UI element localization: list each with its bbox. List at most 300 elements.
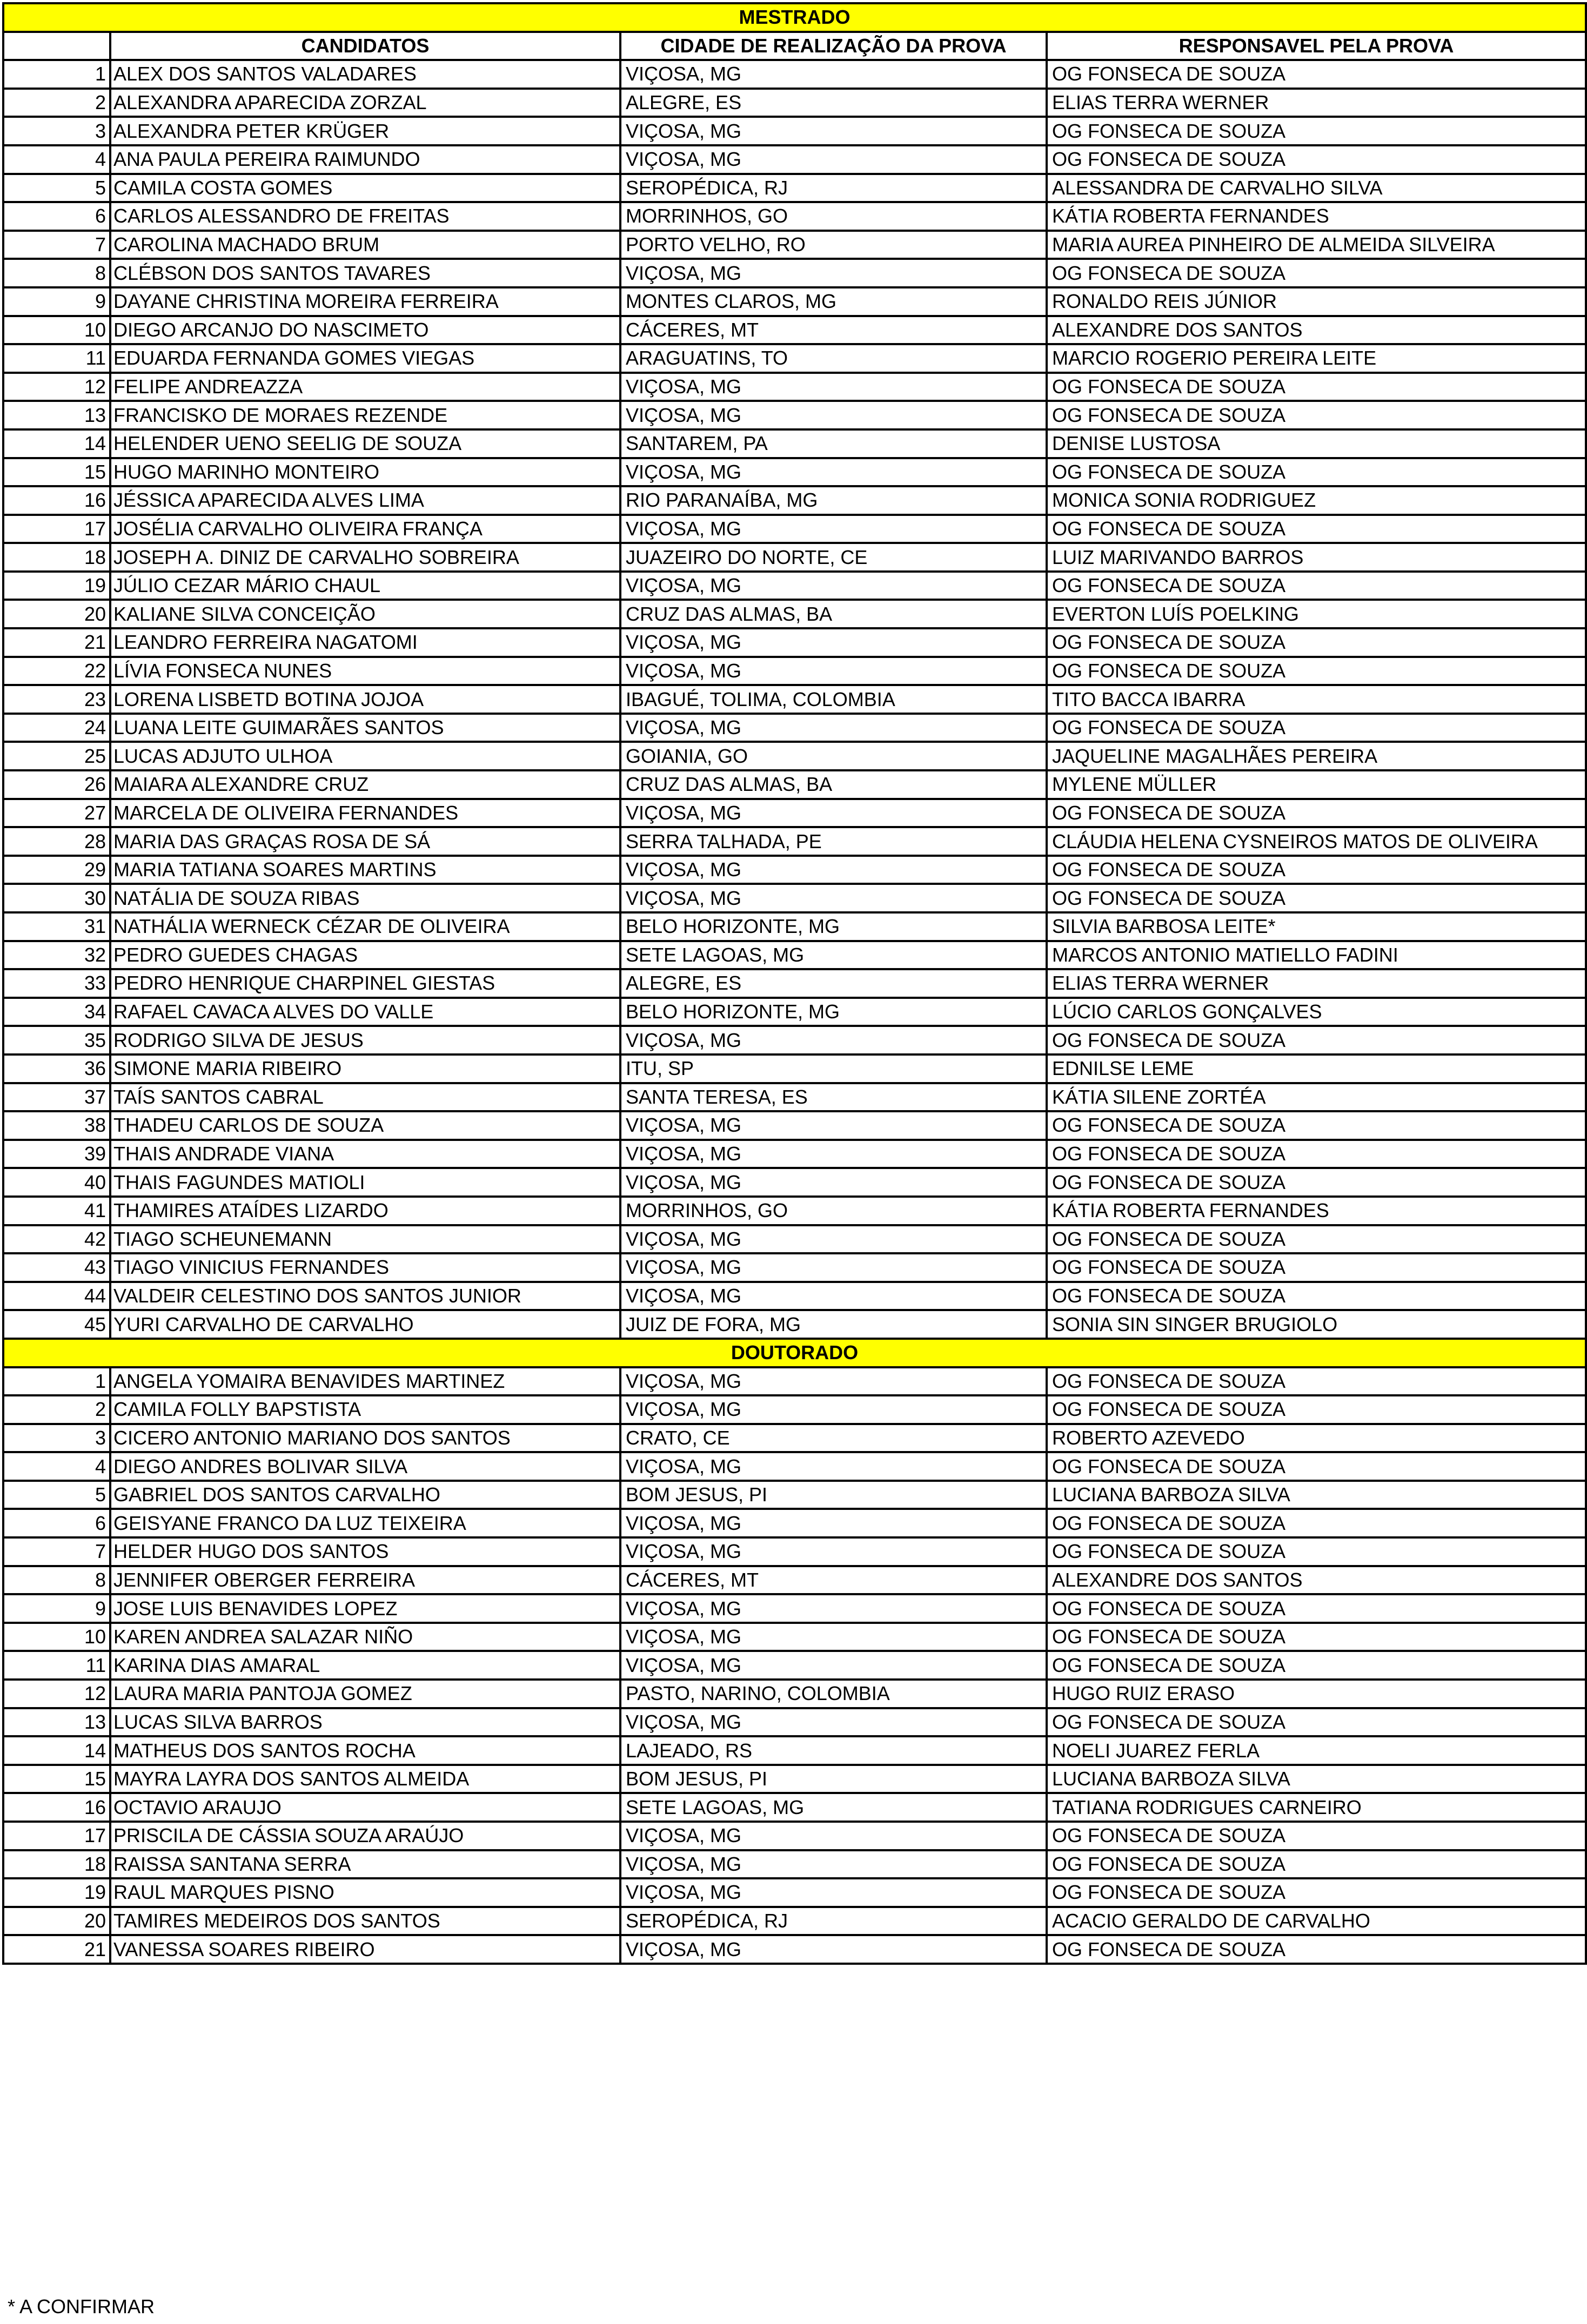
exam-city-cell[interactable]: SANTAREM, PA bbox=[620, 429, 1047, 458]
table-row bbox=[3, 231, 1586, 259]
responsible-cell[interactable]: OG FONSECA DE SOUZA bbox=[1047, 1395, 1586, 1424]
responsible-cell[interactable]: OG FONSECA DE SOUZA bbox=[1047, 117, 1586, 145]
section-title[interactable]: DOUTORADO bbox=[3, 1339, 1586, 1367]
candidate-name-cell[interactable]: THAMIRES ATAÍDES LIZARDO bbox=[110, 1197, 620, 1225]
exam-city-cell[interactable]: VIÇOSA, MG bbox=[620, 884, 1047, 912]
candidate-name-cell[interactable]: HUGO MARINHO MONTEIRO bbox=[110, 458, 620, 487]
table-row bbox=[3, 856, 1586, 884]
candidate-name-cell[interactable]: JÉSSICA APARECIDA ALVES LIMA bbox=[110, 486, 620, 515]
candidate-name-cell[interactable]: MARIA DAS GRAÇAS ROSA DE SÁ bbox=[110, 827, 620, 856]
row-number-cell[interactable]: 23 bbox=[3, 685, 110, 714]
row-number-cell[interactable]: 7 bbox=[3, 231, 110, 259]
responsible-cell[interactable]: OG FONSECA DE SOUZA bbox=[1047, 572, 1586, 600]
candidate-name-cell[interactable]: RAFAEL CAVACA ALVES DO VALLE bbox=[110, 998, 620, 1026]
responsible-cell[interactable]: OG FONSECA DE SOUZA bbox=[1047, 657, 1586, 686]
row-number-cell[interactable]: 25 bbox=[3, 742, 110, 770]
responsible-cell[interactable]: OG FONSECA DE SOUZA bbox=[1047, 1878, 1586, 1907]
candidate-name-cell[interactable]: JOSE LUIS BENAVIDES LOPEZ bbox=[110, 1594, 620, 1623]
candidate-name-cell[interactable]: DIEGO ANDRES BOLIVAR SILVA bbox=[110, 1452, 620, 1481]
exam-city-cell[interactable]: BELO HORIZONTE, MG bbox=[620, 912, 1047, 941]
responsible-cell[interactable]: DENISE LUSTOSA bbox=[1047, 429, 1586, 458]
row-number-cell[interactable]: 16 bbox=[3, 1793, 110, 1822]
exam-city-cell[interactable]: VIÇOSA, MG bbox=[620, 458, 1047, 487]
responsible-cell[interactable]: LUCIANA BARBOZA SILVA bbox=[1047, 1481, 1586, 1509]
candidate-name-cell[interactable]: YURI CARVALHO DE CARVALHO bbox=[110, 1310, 620, 1339]
candidate-name-cell[interactable]: RAISSA SANTANA SERRA bbox=[110, 1850, 620, 1879]
row-number-cell[interactable]: 15 bbox=[3, 458, 110, 487]
responsible-cell[interactable]: OG FONSECA DE SOUZA bbox=[1047, 1935, 1586, 1964]
exam-city-cell[interactable]: VIÇOSA, MG bbox=[620, 1623, 1047, 1651]
row-number-cell[interactable]: 42 bbox=[3, 1225, 110, 1254]
exam-city-cell[interactable]: VIÇOSA, MG bbox=[620, 401, 1047, 429]
candidate-name-cell[interactable]: TAÍS SANTOS CABRAL bbox=[110, 1083, 620, 1112]
candidate-name-cell[interactable]: TIAGO SCHEUNEMANN bbox=[110, 1225, 620, 1254]
exam-city-cell[interactable]: JUAZEIRO DO NORTE, CE bbox=[620, 543, 1047, 572]
exam-city-cell[interactable]: SEROPÉDICA, RJ bbox=[620, 1907, 1047, 1936]
table-row bbox=[3, 60, 1586, 89]
exam-city-cell[interactable]: VIÇOSA, MG bbox=[620, 515, 1047, 543]
responsible-cell[interactable]: OG FONSECA DE SOUZA bbox=[1047, 458, 1586, 487]
candidate-name-cell[interactable]: CLÉBSON DOS SANTOS TAVARES bbox=[110, 259, 620, 287]
responsible-cell[interactable]: OG FONSECA DE SOUZA bbox=[1047, 856, 1586, 884]
responsible-cell[interactable]: EVERTON LUÍS POELKING bbox=[1047, 600, 1586, 628]
exam-city-cell[interactable]: VIÇOSA, MG bbox=[620, 657, 1047, 686]
exam-city-cell[interactable]: VIÇOSA, MG bbox=[620, 1225, 1047, 1254]
responsible-cell[interactable]: ALESSANDRA DE CARVALHO SILVA bbox=[1047, 174, 1586, 203]
candidate-name-cell[interactable]: LUCAS SILVA BARROS bbox=[110, 1708, 620, 1737]
row-number-cell[interactable]: 41 bbox=[3, 1197, 110, 1225]
responsible-cell[interactable]: TITO BACCA IBARRA bbox=[1047, 685, 1586, 714]
exam-city-cell[interactable]: SEROPÉDICA, RJ bbox=[620, 174, 1047, 203]
table-row bbox=[3, 714, 1586, 742]
candidate-name-cell[interactable]: THAIS FAGUNDES MATIOLI bbox=[110, 1168, 620, 1197]
candidate-name-cell[interactable]: PEDRO GUEDES CHAGAS bbox=[110, 941, 620, 970]
table-row bbox=[3, 1680, 1586, 1708]
responsible-cell[interactable]: EDNILSE LEME bbox=[1047, 1054, 1586, 1083]
row-number-cell[interactable]: 38 bbox=[3, 1111, 110, 1140]
row-number-cell[interactable]: 17 bbox=[3, 1822, 110, 1850]
responsible-cell[interactable]: OG FONSECA DE SOUZA bbox=[1047, 60, 1586, 89]
table-row bbox=[3, 572, 1586, 600]
responsible-cell[interactable]: OG FONSECA DE SOUZA bbox=[1047, 259, 1586, 287]
responsible-cell[interactable]: OG FONSECA DE SOUZA bbox=[1047, 145, 1586, 174]
exam-city-cell[interactable]: VIÇOSA, MG bbox=[620, 1452, 1047, 1481]
footnote: * A CONFIRMAR bbox=[8, 2295, 155, 2318]
responsible-cell[interactable]: OG FONSECA DE SOUZA bbox=[1047, 1367, 1586, 1396]
table-row bbox=[3, 145, 1586, 174]
exam-city-cell[interactable]: VIÇOSA, MG bbox=[620, 1935, 1047, 1964]
row-number-cell[interactable]: 18 bbox=[3, 543, 110, 572]
exam-city-cell[interactable]: VIÇOSA, MG bbox=[620, 117, 1047, 145]
candidate-name-cell[interactable]: JÚLIO CEZAR MÁRIO CHAUL bbox=[110, 572, 620, 600]
responsible-cell[interactable]: OG FONSECA DE SOUZA bbox=[1047, 1253, 1586, 1282]
candidate-name-cell[interactable]: VALDEIR CELESTINO DOS SANTOS JUNIOR bbox=[110, 1282, 620, 1311]
exam-city-cell[interactable]: JUIZ DE FORA, MG bbox=[620, 1310, 1047, 1339]
responsible-cell[interactable]: MARIA AUREA PINHEIRO DE ALMEIDA SILVEIRA bbox=[1047, 231, 1586, 259]
exam-city-cell[interactable]: VIÇOSA, MG bbox=[620, 1395, 1047, 1424]
candidate-name-cell[interactable]: MARCELA DE OLIVEIRA FERNANDES bbox=[110, 799, 620, 828]
candidate-name-cell[interactable]: FELIPE ANDREAZZA bbox=[110, 373, 620, 401]
candidate-name-cell[interactable]: MAIARA ALEXANDRE CRUZ bbox=[110, 770, 620, 799]
row-number-cell[interactable]: 26 bbox=[3, 770, 110, 799]
row-number-cell[interactable]: 1 bbox=[3, 60, 110, 89]
responsible-cell[interactable]: OG FONSECA DE SOUZA bbox=[1047, 1651, 1586, 1680]
candidate-name-cell[interactable]: JOSEPH A. DINIZ DE CARVALHO SOBREIRA bbox=[110, 543, 620, 572]
row-number-cell[interactable]: 34 bbox=[3, 998, 110, 1026]
candidate-name-cell[interactable]: JOSÉLIA CARVALHO OLIVEIRA FRANÇA bbox=[110, 515, 620, 543]
table-row bbox=[3, 1253, 1586, 1282]
table-row bbox=[3, 742, 1586, 770]
candidate-name-cell[interactable]: FRANCISKO DE MORAES REZENDE bbox=[110, 401, 620, 429]
row-number-cell[interactable]: 5 bbox=[3, 174, 110, 203]
candidate-name-cell[interactable]: TAMIRES MEDEIROS DOS SANTOS bbox=[110, 1907, 620, 1936]
row-number-cell[interactable]: 37 bbox=[3, 1083, 110, 1112]
responsible-cell[interactable]: MONICA SONIA RODRIGUEZ bbox=[1047, 486, 1586, 515]
candidate-name-cell[interactable]: HELDER HUGO DOS SANTOS bbox=[110, 1537, 620, 1566]
responsible-cell[interactable]: ALEXANDRE DOS SANTOS bbox=[1047, 1566, 1586, 1595]
candidate-name-cell[interactable]: ALEX DOS SANTOS VALADARES bbox=[110, 60, 620, 89]
exam-city-cell[interactable]: IBAGUÉ, TOLIMA, COLOMBIA bbox=[620, 685, 1047, 714]
row-number-cell[interactable]: 36 bbox=[3, 1054, 110, 1083]
exam-city-cell[interactable]: SANTA TERESA, ES bbox=[620, 1083, 1047, 1112]
responsible-cell[interactable]: OG FONSECA DE SOUZA bbox=[1047, 1168, 1586, 1197]
responsible-cell[interactable]: MYLENE MÜLLER bbox=[1047, 770, 1586, 799]
exam-city-cell[interactable]: VIÇOSA, MG bbox=[620, 856, 1047, 884]
exam-city-cell[interactable]: VIÇOSA, MG bbox=[620, 373, 1047, 401]
exam-city-cell[interactable]: CRATO, CE bbox=[620, 1424, 1047, 1453]
row-number-cell[interactable]: 8 bbox=[3, 259, 110, 287]
row-number-cell[interactable]: 24 bbox=[3, 714, 110, 742]
responsible-cell[interactable]: ELIAS TERRA WERNER bbox=[1047, 969, 1586, 998]
exam-city-cell[interactable]: VIÇOSA, MG bbox=[620, 1651, 1047, 1680]
responsible-cell[interactable]: OG FONSECA DE SOUZA bbox=[1047, 1822, 1586, 1850]
candidate-name-cell[interactable]: HELENDER UENO SEELIG DE SOUZA bbox=[110, 429, 620, 458]
exam-city-cell[interactable]: SETE LAGOAS, MG bbox=[620, 1793, 1047, 1822]
responsible-cell[interactable]: OG FONSECA DE SOUZA bbox=[1047, 1140, 1586, 1168]
table-row bbox=[3, 1822, 1586, 1850]
exam-city-cell[interactable]: ARAGUATINS, TO bbox=[620, 344, 1047, 373]
exam-city-cell[interactable]: VIÇOSA, MG bbox=[620, 1537, 1047, 1566]
exam-city-cell[interactable]: CRUZ DAS ALMAS, BA bbox=[620, 770, 1047, 799]
candidate-name-cell[interactable]: CARLOS ALESSANDRO DE FREITAS bbox=[110, 202, 620, 231]
row-number-cell[interactable]: 16 bbox=[3, 486, 110, 515]
candidate-name-cell[interactable]: LAURA MARIA PANTOJA GOMEZ bbox=[110, 1680, 620, 1708]
candidate-name-cell[interactable]: EDUARDA FERNANDA GOMES VIEGAS bbox=[110, 344, 620, 373]
row-number-cell[interactable]: 3 bbox=[3, 1424, 110, 1453]
responsible-cell[interactable]: OG FONSECA DE SOUZA bbox=[1047, 628, 1586, 657]
exam-city-cell[interactable]: VIÇOSA, MG bbox=[620, 1168, 1047, 1197]
responsible-cell[interactable]: ELIAS TERRA WERNER bbox=[1047, 89, 1586, 117]
exam-city-cell[interactable]: MORRINHOS, GO bbox=[620, 202, 1047, 231]
responsible-cell[interactable]: OG FONSECA DE SOUZA bbox=[1047, 1594, 1586, 1623]
table-row bbox=[3, 1395, 1586, 1424]
candidate-name-cell[interactable]: LORENA LISBETD BOTINA JOJOA bbox=[110, 685, 620, 714]
row-number-cell[interactable]: 7 bbox=[3, 1537, 110, 1566]
row-number-cell[interactable]: 10 bbox=[3, 1623, 110, 1651]
row-number-cell[interactable]: 6 bbox=[3, 202, 110, 231]
column-header-city[interactable]: CIDADE DE REALIZAÇÃO DA PROVA bbox=[620, 32, 1047, 61]
responsible-cell[interactable]: OG FONSECA DE SOUZA bbox=[1047, 1452, 1586, 1481]
row-number-cell[interactable]: 9 bbox=[3, 287, 110, 316]
table-row bbox=[3, 287, 1586, 316]
candidate-name-cell[interactable]: GEISYANE FRANCO DA LUZ TEIXEIRA bbox=[110, 1509, 620, 1537]
exam-city-cell[interactable]: ALEGRE, ES bbox=[620, 969, 1047, 998]
row-number-cell[interactable]: 4 bbox=[3, 145, 110, 174]
exam-city-cell[interactable]: VIÇOSA, MG bbox=[620, 1253, 1047, 1282]
candidate-name-cell[interactable]: MATHEUS DOS SANTOS ROCHA bbox=[110, 1736, 620, 1765]
row-number-cell[interactable]: 44 bbox=[3, 1282, 110, 1311]
candidate-name-cell[interactable]: ALEXANDRA APARECIDA ZORZAL bbox=[110, 89, 620, 117]
exam-city-cell[interactable]: PASTO, NARINO, COLOMBIA bbox=[620, 1680, 1047, 1708]
row-number-cell[interactable]: 6 bbox=[3, 1509, 110, 1537]
candidate-name-cell[interactable]: CAMILA FOLLY BAPSTISTA bbox=[110, 1395, 620, 1424]
column-header-row bbox=[3, 32, 1586, 61]
exam-city-cell[interactable]: GOIANIA, GO bbox=[620, 742, 1047, 770]
exam-city-cell[interactable]: SERRA TALHADA, PE bbox=[620, 827, 1047, 856]
responsible-cell[interactable]: ACACIO GERALDO DE CARVALHO bbox=[1047, 1907, 1586, 1936]
row-number-cell[interactable]: 22 bbox=[3, 657, 110, 686]
exam-city-cell[interactable]: VIÇOSA, MG bbox=[620, 1140, 1047, 1168]
row-number-cell[interactable]: 18 bbox=[3, 1850, 110, 1879]
candidate-name-cell[interactable]: ANA PAULA PEREIRA RAIMUNDO bbox=[110, 145, 620, 174]
responsible-cell[interactable]: ROBERTO AZEVEDO bbox=[1047, 1424, 1586, 1453]
exam-city-cell[interactable]: LAJEADO, RS bbox=[620, 1736, 1047, 1765]
candidate-name-cell[interactable]: RODRIGO SILVA DE JESUS bbox=[110, 1026, 620, 1054]
responsible-cell[interactable]: OG FONSECA DE SOUZA bbox=[1047, 515, 1586, 543]
exam-city-cell[interactable]: VIÇOSA, MG bbox=[620, 1878, 1047, 1907]
row-number-cell[interactable]: 2 bbox=[3, 1395, 110, 1424]
responsible-cell[interactable]: OG FONSECA DE SOUZA bbox=[1047, 1537, 1586, 1566]
responsible-cell[interactable]: LUCIANA BARBOZA SILVA bbox=[1047, 1765, 1586, 1794]
table-row bbox=[3, 685, 1586, 714]
row-number-cell[interactable]: 14 bbox=[3, 429, 110, 458]
responsible-cell[interactable]: OG FONSECA DE SOUZA bbox=[1047, 1026, 1586, 1054]
table-row bbox=[3, 429, 1586, 458]
table-row bbox=[3, 316, 1586, 345]
exam-city-cell[interactable]: VIÇOSA, MG bbox=[620, 1282, 1047, 1311]
exam-city-cell[interactable]: PORTO VELHO, RO bbox=[620, 231, 1047, 259]
column-header-number[interactable] bbox=[3, 32, 110, 61]
responsible-cell[interactable]: RONALDO REIS JÚNIOR bbox=[1047, 287, 1586, 316]
responsible-cell[interactable]: LÚCIO CARLOS GONÇALVES bbox=[1047, 998, 1586, 1026]
candidate-name-cell[interactable]: JENNIFER OBERGER FERREIRA bbox=[110, 1566, 620, 1595]
candidate-name-cell[interactable]: TIAGO VINICIUS FERNANDES bbox=[110, 1253, 620, 1282]
responsible-cell[interactable]: CLÁUDIA HELENA CYSNEIROS MATOS DE OLIVEIRA bbox=[1047, 827, 1586, 856]
candidate-name-cell[interactable]: MAYRA LAYRA DOS SANTOS ALMEIDA bbox=[110, 1765, 620, 1794]
candidate-name-cell[interactable]: CAMILA COSTA GOMES bbox=[110, 174, 620, 203]
row-number-cell[interactable]: 9 bbox=[3, 1594, 110, 1623]
exam-city-cell[interactable]: CRUZ DAS ALMAS, BA bbox=[620, 600, 1047, 628]
row-number-cell[interactable]: 21 bbox=[3, 1935, 110, 1964]
table-row bbox=[3, 1708, 1586, 1737]
candidate-name-cell[interactable]: DAYANE CHRISTINA MOREIRA FERREIRA bbox=[110, 287, 620, 316]
exam-city-cell[interactable]: VIÇOSA, MG bbox=[620, 1026, 1047, 1054]
row-number-cell[interactable]: 28 bbox=[3, 827, 110, 856]
candidate-name-cell[interactable]: THADEU CARLOS DE SOUZA bbox=[110, 1111, 620, 1140]
responsible-cell[interactable]: SILVIA BARBOSA LEITE* bbox=[1047, 912, 1586, 941]
candidate-name-cell[interactable]: KALIANE SILVA CONCEIÇÃO bbox=[110, 600, 620, 628]
row-number-cell[interactable]: 5 bbox=[3, 1481, 110, 1509]
row-number-cell[interactable]: 39 bbox=[3, 1140, 110, 1168]
candidate-name-cell[interactable]: CICERO ANTONIO MARIANO DOS SANTOS bbox=[110, 1424, 620, 1453]
candidate-name-cell[interactable]: NATÁLIA DE SOUZA RIBAS bbox=[110, 884, 620, 912]
responsible-cell[interactable]: OG FONSECA DE SOUZA bbox=[1047, 373, 1586, 401]
row-number-cell[interactable]: 1 bbox=[3, 1367, 110, 1396]
exam-city-cell[interactable]: VIÇOSA, MG bbox=[620, 799, 1047, 828]
responsible-cell[interactable]: KÁTIA ROBERTA FERNANDES bbox=[1047, 202, 1586, 231]
candidate-name-cell[interactable]: VANESSA SOARES RIBEIRO bbox=[110, 1935, 620, 1964]
exam-city-cell[interactable]: MORRINHOS, GO bbox=[620, 1197, 1047, 1225]
row-number-cell[interactable]: 32 bbox=[3, 941, 110, 970]
exam-city-cell[interactable]: VIÇOSA, MG bbox=[620, 714, 1047, 742]
candidate-name-cell[interactable]: SIMONE MARIA RIBEIRO bbox=[110, 1054, 620, 1083]
responsible-cell[interactable]: SONIA SIN SINGER BRUGIOLO bbox=[1047, 1310, 1586, 1339]
row-number-cell[interactable]: 12 bbox=[3, 373, 110, 401]
responsible-cell[interactable]: OG FONSECA DE SOUZA bbox=[1047, 884, 1586, 912]
responsible-cell[interactable]: OG FONSECA DE SOUZA bbox=[1047, 1225, 1586, 1254]
row-number-cell[interactable]: 12 bbox=[3, 1680, 110, 1708]
exam-city-cell[interactable]: VIÇOSA, MG bbox=[620, 145, 1047, 174]
candidate-name-cell[interactable]: RAUL MARQUES PISNO bbox=[110, 1878, 620, 1907]
table-row bbox=[3, 1140, 1586, 1168]
row-number-cell[interactable]: 27 bbox=[3, 799, 110, 828]
candidate-name-cell[interactable]: THAIS ANDRADE VIANA bbox=[110, 1140, 620, 1168]
responsible-cell[interactable]: LUIZ MARIVANDO BARROS bbox=[1047, 543, 1586, 572]
row-number-cell[interactable]: 15 bbox=[3, 1765, 110, 1794]
exam-city-cell[interactable]: BOM JESUS, PI bbox=[620, 1765, 1047, 1794]
row-number-cell[interactable]: 21 bbox=[3, 628, 110, 657]
responsible-cell[interactable]: HUGO RUIZ ERASO bbox=[1047, 1680, 1586, 1708]
row-number-cell[interactable]: 2 bbox=[3, 89, 110, 117]
row-number-cell[interactable]: 4 bbox=[3, 1452, 110, 1481]
exam-city-cell[interactable]: BELO HORIZONTE, MG bbox=[620, 998, 1047, 1026]
candidate-name-cell[interactable]: OCTAVIO ARAUJO bbox=[110, 1793, 620, 1822]
row-number-cell[interactable]: 40 bbox=[3, 1168, 110, 1197]
table-row bbox=[3, 1850, 1586, 1879]
exam-city-cell[interactable]: VIÇOSA, MG bbox=[620, 1111, 1047, 1140]
exam-city-cell[interactable]: VIÇOSA, MG bbox=[620, 1822, 1047, 1850]
exam-city-cell[interactable]: ITU, SP bbox=[620, 1054, 1047, 1083]
exam-city-cell[interactable]: RIO PARANAÍBA, MG bbox=[620, 486, 1047, 515]
candidate-name-cell[interactable]: MARIA TATIANA SOARES MARTINS bbox=[110, 856, 620, 884]
row-number-cell[interactable]: 20 bbox=[3, 600, 110, 628]
candidate-name-cell[interactable]: KARINA DIAS AMARAL bbox=[110, 1651, 620, 1680]
table-row bbox=[3, 1197, 1586, 1225]
exam-city-cell[interactable]: VIÇOSA, MG bbox=[620, 259, 1047, 287]
candidates-table bbox=[2, 2, 1587, 1965]
candidate-name-cell[interactable]: LÍVIA FONSECA NUNES bbox=[110, 657, 620, 686]
responsible-cell[interactable]: KÁTIA SILENE ZORTÉA bbox=[1047, 1083, 1586, 1112]
row-number-cell[interactable]: 29 bbox=[3, 856, 110, 884]
responsible-cell[interactable]: OG FONSECA DE SOUZA bbox=[1047, 1509, 1586, 1537]
responsible-cell[interactable]: OG FONSECA DE SOUZA bbox=[1047, 1111, 1586, 1140]
table-row bbox=[3, 259, 1586, 287]
table-row bbox=[3, 1367, 1586, 1396]
row-number-cell[interactable]: 35 bbox=[3, 1026, 110, 1054]
row-number-cell[interactable]: 45 bbox=[3, 1310, 110, 1339]
exam-city-cell[interactable]: CÁCERES, MT bbox=[620, 316, 1047, 345]
candidate-name-cell[interactable]: DIEGO ARCANJO DO NASCIMETO bbox=[110, 316, 620, 345]
responsible-cell[interactable]: JAQUELINE MAGALHÃES PEREIRA bbox=[1047, 742, 1586, 770]
candidate-name-cell[interactable]: LUCAS ADJUTO ULHOA bbox=[110, 742, 620, 770]
row-number-cell[interactable]: 13 bbox=[3, 1708, 110, 1737]
candidate-name-cell[interactable]: LUANA LEITE GUIMARÃES SANTOS bbox=[110, 714, 620, 742]
table-row bbox=[3, 1481, 1586, 1509]
row-number-cell[interactable]: 11 bbox=[3, 344, 110, 373]
responsible-cell[interactable]: OG FONSECA DE SOUZA bbox=[1047, 1282, 1586, 1311]
exam-city-cell[interactable]: VIÇOSA, MG bbox=[620, 60, 1047, 89]
exam-city-cell[interactable]: VIÇOSA, MG bbox=[620, 1594, 1047, 1623]
responsible-cell[interactable]: ALEXANDRE DOS SANTOS bbox=[1047, 316, 1586, 345]
exam-city-cell[interactable]: ALEGRE, ES bbox=[620, 89, 1047, 117]
row-number-cell[interactable]: 31 bbox=[3, 912, 110, 941]
row-number-cell[interactable]: 14 bbox=[3, 1736, 110, 1765]
exam-city-cell[interactable]: VIÇOSA, MG bbox=[620, 1850, 1047, 1879]
responsible-cell[interactable]: OG FONSECA DE SOUZA bbox=[1047, 1623, 1586, 1651]
candidate-name-cell[interactable]: ANGELA YOMAIRA BENAVIDES MARTINEZ bbox=[110, 1367, 620, 1396]
row-number-cell[interactable]: 3 bbox=[3, 117, 110, 145]
responsible-cell[interactable]: TATIANA RODRIGUES CARNEIRO bbox=[1047, 1793, 1586, 1822]
responsible-cell[interactable]: OG FONSECA DE SOUZA bbox=[1047, 714, 1586, 742]
row-number-cell[interactable]: 19 bbox=[3, 572, 110, 600]
row-number-cell[interactable]: 8 bbox=[3, 1566, 110, 1595]
candidate-name-cell[interactable]: PRISCILA DE CÁSSIA SOUZA ARAÚJO bbox=[110, 1822, 620, 1850]
exam-city-cell[interactable]: SETE LAGOAS, MG bbox=[620, 941, 1047, 970]
row-number-cell[interactable]: 13 bbox=[3, 401, 110, 429]
column-header-responsible[interactable]: RESPONSAVEL PELA PROVA bbox=[1047, 32, 1586, 61]
row-number-cell[interactable]: 10 bbox=[3, 316, 110, 345]
section-title[interactable]: MESTRADO bbox=[3, 3, 1586, 32]
exam-city-cell[interactable]: BOM JESUS, PI bbox=[620, 1481, 1047, 1509]
exam-city-cell[interactable]: VIÇOSA, MG bbox=[620, 1708, 1047, 1737]
exam-city-cell[interactable]: VIÇOSA, MG bbox=[620, 1367, 1047, 1396]
candidate-name-cell[interactable]: PEDRO HENRIQUE CHARPINEL GIESTAS bbox=[110, 969, 620, 998]
row-number-cell[interactable]: 19 bbox=[3, 1878, 110, 1907]
exam-city-cell[interactable]: VIÇOSA, MG bbox=[620, 628, 1047, 657]
section-header-row bbox=[3, 3, 1586, 32]
responsible-cell[interactable]: NOELI JUAREZ FERLA bbox=[1047, 1736, 1586, 1765]
responsible-cell[interactable]: MARCOS ANTONIO MATIELLO FADINI bbox=[1047, 941, 1586, 970]
row-number-cell[interactable]: 30 bbox=[3, 884, 110, 912]
responsible-cell[interactable]: OG FONSECA DE SOUZA bbox=[1047, 1850, 1586, 1879]
table-row bbox=[3, 912, 1586, 941]
table-row bbox=[3, 1026, 1586, 1054]
exam-city-cell[interactable]: MONTES CLAROS, MG bbox=[620, 287, 1047, 316]
exam-city-cell[interactable]: VIÇOSA, MG bbox=[620, 572, 1047, 600]
column-header-candidates[interactable]: CANDIDATOS bbox=[110, 32, 620, 61]
row-number-cell[interactable]: 11 bbox=[3, 1651, 110, 1680]
candidate-name-cell[interactable]: GABRIEL DOS SANTOS CARVALHO bbox=[110, 1481, 620, 1509]
table-row bbox=[3, 1509, 1586, 1537]
row-number-cell[interactable]: 17 bbox=[3, 515, 110, 543]
exam-city-cell[interactable]: CÁCERES, MT bbox=[620, 1566, 1047, 1595]
exam-city-cell[interactable]: VIÇOSA, MG bbox=[620, 1509, 1047, 1537]
responsible-cell[interactable]: OG FONSECA DE SOUZA bbox=[1047, 401, 1586, 429]
candidate-name-cell[interactable]: ALEXANDRA PETER KRÜGER bbox=[110, 117, 620, 145]
responsible-cell[interactable]: MARCIO ROGERIO PEREIRA LEITE bbox=[1047, 344, 1586, 373]
table-row bbox=[3, 1168, 1586, 1197]
row-number-cell[interactable]: 20 bbox=[3, 1907, 110, 1936]
candidate-name-cell[interactable]: KAREN ANDREA SALAZAR NIÑO bbox=[110, 1623, 620, 1651]
candidate-name-cell[interactable]: CAROLINA MACHADO BRUM bbox=[110, 231, 620, 259]
row-number-cell[interactable]: 43 bbox=[3, 1253, 110, 1282]
responsible-cell[interactable]: OG FONSECA DE SOUZA bbox=[1047, 1708, 1586, 1737]
row-number-cell[interactable]: 33 bbox=[3, 969, 110, 998]
candidate-name-cell[interactable]: NATHÁLIA WERNECK CÉZAR DE OLIVEIRA bbox=[110, 912, 620, 941]
responsible-cell[interactable]: OG FONSECA DE SOUZA bbox=[1047, 799, 1586, 828]
responsible-cell[interactable]: KÁTIA ROBERTA FERNANDES bbox=[1047, 1197, 1586, 1225]
candidate-name-cell[interactable]: LEANDRO FERREIRA NAGATOMI bbox=[110, 628, 620, 657]
